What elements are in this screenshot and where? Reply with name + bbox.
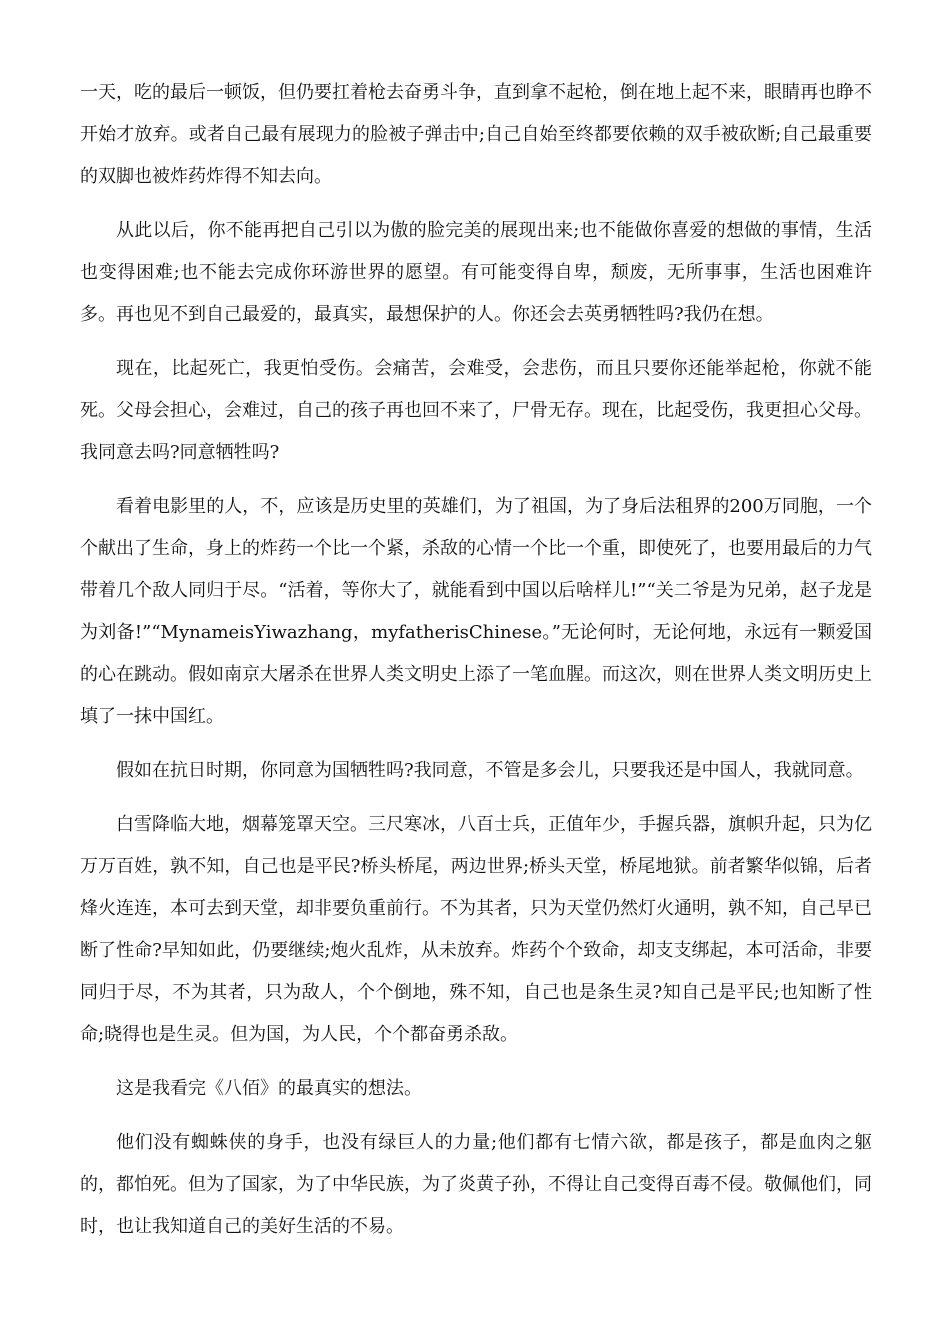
paragraph: 假如在抗日时期，你同意为国牺牲吗?我同意，不管是多会儿，只要我还是中国人，我就同意。: [116, 760, 864, 781]
document-body: [80, 72, 872, 1260]
paragraph: 白雪降临大地，烟幕笼罩天空。三尺寒冰，八百士兵，正值年少，手握兵器，旗帜升起，只为亿万万百姓，孰不知，自己也是平民?桥头桥尾，两边世界;桥头天堂，桥尾地狱。前者繁华似锦，后者烽火连连，本可去到天堂，却非要负重前行。不为其者，只为天堂仍然灯火通明，孰不知，自己早已断了性命?早知如此，仍要继续;炮火乱炸，从未放弃。炸药个个致命，却支支绑起，本可活命，非要同归于尽，不为其者，只为敌人，个个倒地，殊不知，自己也是条生灵?知自己是平民;也知断了性命;晓得也是生灵。但为国，为人民，个个都奋勇杀敌。: [80, 814, 872, 1045]
paragraph: 这是我看完《八佰》的最真实的想法。: [116, 1078, 422, 1099]
paragraph: 看着电影里的人，不，应该是历史里的英雄们，为了祖国，为了身后法租界的200万同胞，一个个献出了生命，身上的炸药一个比一个紧，杀敌的心情一个比一个重，即使死了，也要用最后的力气带着几个敌人同归于尽。“活着，等你大了，就能看到中国以后啥样儿!”“关二爷是为兄弟，赵子龙是为刘备!”“MynameisYiwazhang，myfatherisChinese。”无论何时，无论何地，永远有一颗爱国的心在跳动。假如南京大屠杀在世界人类文明史上添了一笔血腥。而这次，则在世界人类文明历史上填了一抹中国红。: [80, 496, 872, 727]
paragraph: 从此以后，你不能再把自己引以为傲的脸完美的展现出来;也不能做你喜爱的想做的事情，生活也变得困难;也不能去完成你环游世界的愿望。有可能变得自卑，颓废，无所事事，生活也困难许多。再也见不到自己最爱的，最真实，最想保护的人。你还会去英勇牺牲吗?我仍在想。: [80, 220, 872, 325]
paragraph: 他们没有蜘蛛侠的身手，也没有绿巨人的力量;他们都有七情六欲，都是孩子，都是血肉之躯的，都怕死。但为了国家，为了中华民族，为了炎黄子孙，不得让自己变得百毒不侵。敬佩他们，同时，也让我知道自己的美好生活的不易。: [80, 1132, 872, 1237]
paragraph: 一天，吃的最后一顿饭，但仍要扛着枪去奋勇斗争，直到拿不起枪，倒在地上起不来，眼睛再也睁不开始才放弃。或者自己最有展现力的脸被子弹击中;自己自始至终都要依赖的双手被砍断;自己最重要的双脚也被炸药炸得不知去向。: [80, 82, 872, 187]
paragraph: 现在，比起死亡，我更怕受伤。会痛苦，会难受，会悲伤，而且只要你还能举起枪，你就不能死。父母会担心，会难过，自己的孩子再也回不来了，尸骨无存。现在，比起受伤，我更担心父母。我同意去吗?同意牺牲吗?: [80, 358, 872, 463]
